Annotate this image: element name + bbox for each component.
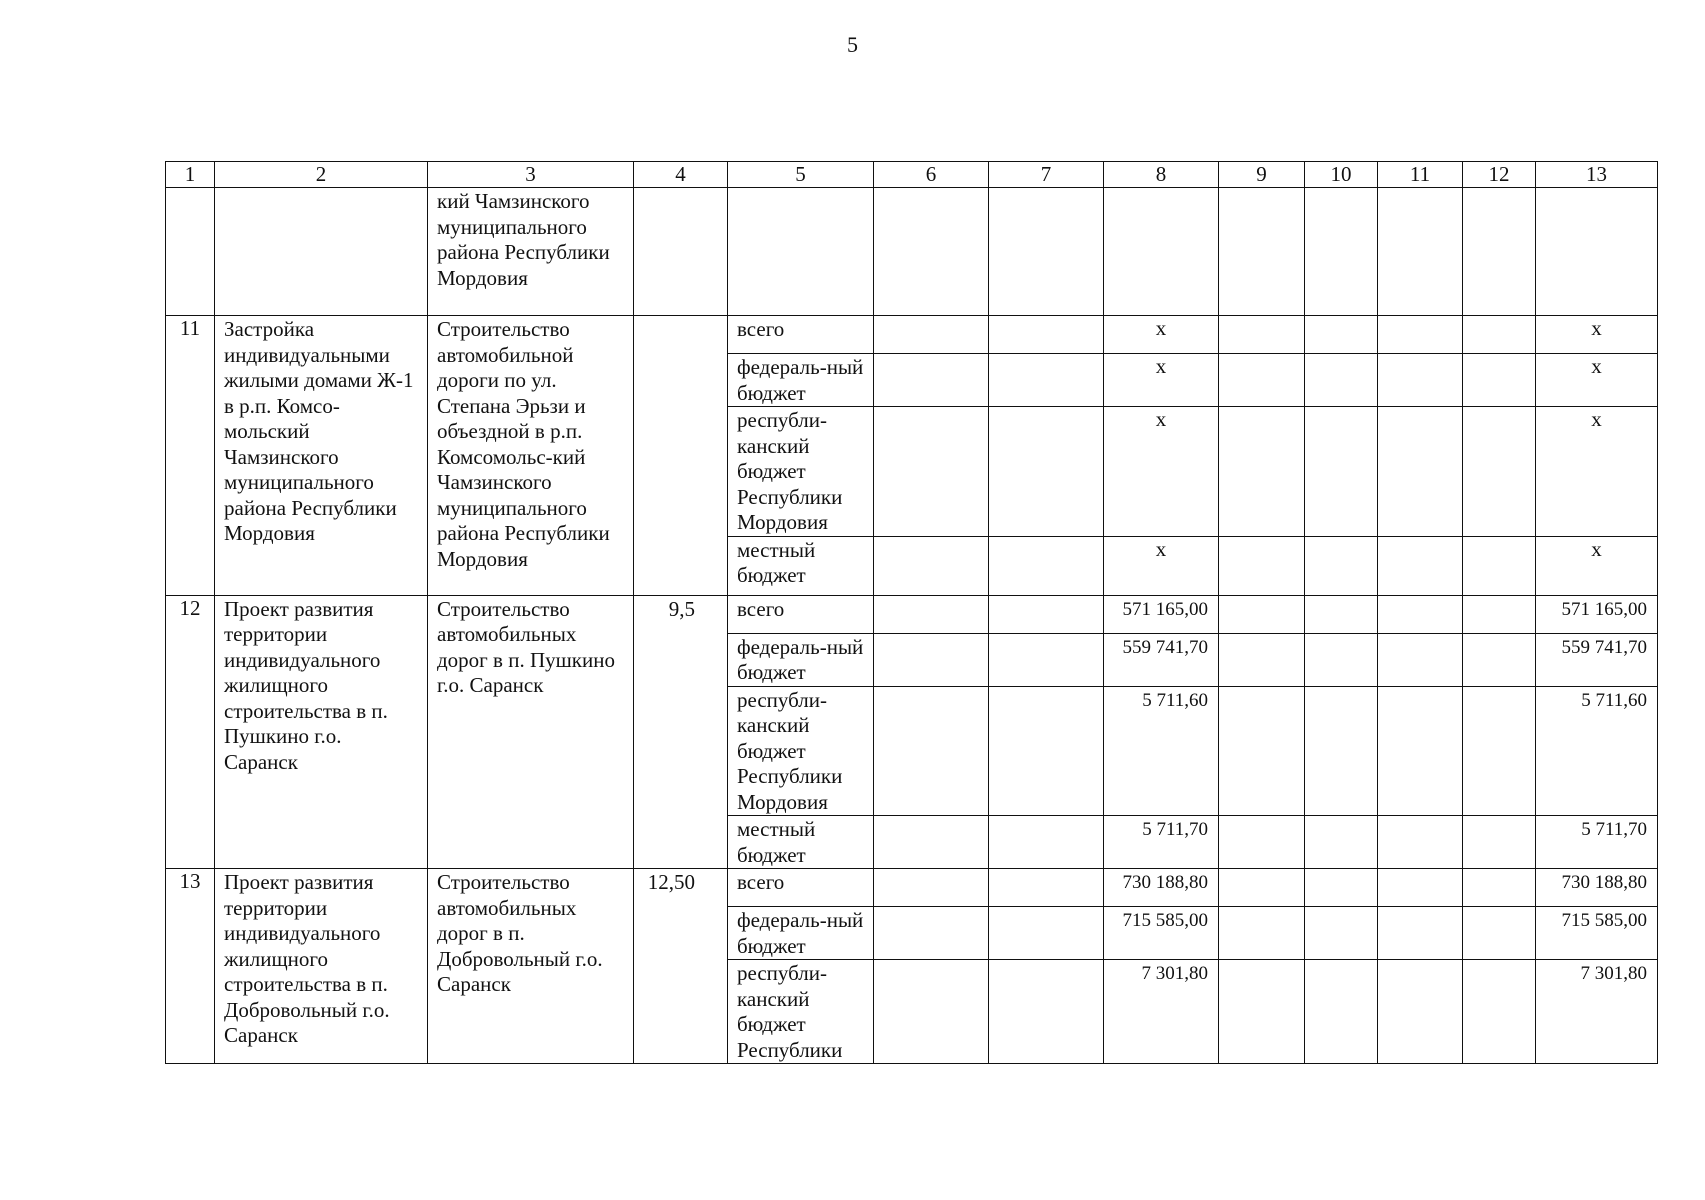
header-cell: 10 xyxy=(1305,162,1378,188)
amount-col8-cell: 715 585,00 xyxy=(1104,907,1219,960)
financing-source-cell: республи-канский бюджет Республики xyxy=(728,960,874,1064)
cell xyxy=(989,407,1104,537)
amount-col13-cell: 715 585,00 xyxy=(1536,907,1658,960)
cell xyxy=(1305,188,1378,316)
financing-source-cell: федераль-ный бюджет xyxy=(728,354,874,407)
cell xyxy=(1378,816,1463,869)
capacity-cell xyxy=(634,316,728,596)
cell xyxy=(1305,595,1378,633)
cell xyxy=(1219,354,1305,407)
cell xyxy=(1305,816,1378,869)
financing-source-cell: республи-канский бюджет Республики Мордовия xyxy=(728,686,874,816)
cell xyxy=(1378,633,1463,686)
cell xyxy=(1219,407,1305,537)
amount-col8-cell: 7 301,80 xyxy=(1104,960,1219,1064)
continuation-row xyxy=(166,188,1658,316)
header-cell: 4 xyxy=(634,162,728,188)
cell xyxy=(989,686,1104,816)
amount-col8-cell: x xyxy=(1104,407,1219,537)
object-name-cell: Проект развития территории индивидуального жилищного строительства в п. Добровольный г.о. Саранск xyxy=(215,869,428,1064)
header-cell: 7 xyxy=(989,162,1104,188)
activity-cell: Строительство автомобильных дорог в п. Пушкино г.о. Саранск xyxy=(428,595,634,869)
header-cell: 12 xyxy=(1463,162,1536,188)
cell xyxy=(989,188,1104,316)
object-name-cell: Проект развития территории индивидуального жилищного строительства в п. Пушкино г.о. Саранск xyxy=(215,595,428,869)
amount-col13-cell: 730 188,80 xyxy=(1536,869,1658,907)
activity-cell: Строительство автомобильной дороги по ул. Степана Эрьзи и объездной в р.п. Комсомольс-кий Чамзинского муниципального района Республики Мордовия xyxy=(428,316,634,596)
cell xyxy=(215,188,428,316)
activity-cell: Строительство автомобильных дорог в п. Добровольный г.о. Саранск xyxy=(428,869,634,1064)
amount-col13-cell: 571 165,00 xyxy=(1536,595,1658,633)
header-cell: 8 xyxy=(1104,162,1219,188)
cell xyxy=(1378,960,1463,1064)
amount-col13-cell: x xyxy=(1536,354,1658,407)
cell xyxy=(1219,907,1305,960)
amount-col13-cell: x xyxy=(1536,316,1658,354)
cell xyxy=(1305,869,1378,907)
cell xyxy=(1378,536,1463,595)
header-cell: 9 xyxy=(1219,162,1305,188)
cell xyxy=(989,816,1104,869)
amount-col8-cell: 571 165,00 xyxy=(1104,595,1219,633)
cell xyxy=(1378,407,1463,537)
cell xyxy=(874,407,989,537)
cell xyxy=(1378,188,1463,316)
cell xyxy=(1305,354,1378,407)
cell xyxy=(874,595,989,633)
cell xyxy=(874,536,989,595)
cell xyxy=(874,354,989,407)
header-cell: 11 xyxy=(1378,162,1463,188)
financing-source-cell: республи-канский бюджет Республики Мордовия xyxy=(728,407,874,537)
cell xyxy=(166,188,215,316)
cell xyxy=(1463,188,1536,316)
cell xyxy=(1305,907,1378,960)
cell xyxy=(989,595,1104,633)
amount-col8-cell: 5 711,60 xyxy=(1104,686,1219,816)
financing-source-cell: федераль-ный бюджет xyxy=(728,907,874,960)
header-cell: 3 xyxy=(428,162,634,188)
cell xyxy=(1219,595,1305,633)
cell xyxy=(1378,907,1463,960)
cell xyxy=(1305,633,1378,686)
cell xyxy=(1463,869,1536,907)
cell xyxy=(874,960,989,1064)
cell xyxy=(989,536,1104,595)
capacity-cell: 9,5 xyxy=(634,595,728,869)
cell xyxy=(1219,686,1305,816)
cell xyxy=(1305,536,1378,595)
cell xyxy=(1219,869,1305,907)
object-name-cell: Застройка индивидуальными жилыми домами Ж-1 в р.п. Комсо-мольский Чамзинского муниципального района Республики Мордовия xyxy=(215,316,428,596)
cell xyxy=(1305,686,1378,816)
cell xyxy=(1219,960,1305,1064)
amount-col8-cell: 730 188,80 xyxy=(1104,869,1219,907)
cell xyxy=(1305,960,1378,1064)
cell xyxy=(1219,816,1305,869)
table-row xyxy=(166,316,1658,354)
amount-col8-cell: 5 711,70 xyxy=(1104,816,1219,869)
cell xyxy=(1463,686,1536,816)
cell xyxy=(989,869,1104,907)
header-cell: 6 xyxy=(874,162,989,188)
cell xyxy=(874,316,989,354)
cell xyxy=(989,960,1104,1064)
header-cell: 13 xyxy=(1536,162,1658,188)
cell xyxy=(989,633,1104,686)
header-cell: 5 xyxy=(728,162,874,188)
header-cell: 1 xyxy=(166,162,215,188)
cell xyxy=(1219,316,1305,354)
amount-col13-cell: 559 741,70 xyxy=(1536,633,1658,686)
cell xyxy=(989,316,1104,354)
cell xyxy=(728,188,874,316)
cell xyxy=(1463,960,1536,1064)
financing-source-cell: всего xyxy=(728,316,874,354)
cell xyxy=(874,686,989,816)
financing-source-cell: всего xyxy=(728,869,874,907)
cell xyxy=(1378,316,1463,354)
cell xyxy=(1219,633,1305,686)
cell xyxy=(989,354,1104,407)
amount-col8-cell: x xyxy=(1104,316,1219,354)
amount-col13-cell: 5 711,70 xyxy=(1536,816,1658,869)
cell xyxy=(1378,354,1463,407)
amount-col8-cell: 559 741,70 xyxy=(1104,633,1219,686)
amount-col13-cell: x xyxy=(1536,407,1658,537)
cell xyxy=(1463,354,1536,407)
cell xyxy=(1536,188,1658,316)
cell xyxy=(1463,316,1536,354)
cell xyxy=(1378,686,1463,816)
cell xyxy=(1219,536,1305,595)
header-row xyxy=(166,162,1658,188)
cell xyxy=(1305,316,1378,354)
cell xyxy=(874,188,989,316)
capacity-cell: 12,50 xyxy=(634,869,728,1064)
amount-col13-cell: 7 301,80 xyxy=(1536,960,1658,1064)
amount-col8-cell: x xyxy=(1104,536,1219,595)
financing-source-cell: местный бюджет xyxy=(728,816,874,869)
cell xyxy=(1463,633,1536,686)
cell xyxy=(1463,816,1536,869)
table-row xyxy=(166,869,1658,907)
cell xyxy=(634,188,728,316)
cell xyxy=(1104,188,1219,316)
header-cell: 2 xyxy=(215,162,428,188)
financing-source-cell: местный бюджет xyxy=(728,536,874,595)
amount-col13-cell: x xyxy=(1536,536,1658,595)
cell xyxy=(874,869,989,907)
cell xyxy=(1463,536,1536,595)
row-number: 11 xyxy=(166,316,215,596)
amount-col13-cell: 5 711,60 xyxy=(1536,686,1658,816)
cell xyxy=(1463,907,1536,960)
cell xyxy=(1378,869,1463,907)
cell xyxy=(989,907,1104,960)
cell xyxy=(874,907,989,960)
cell xyxy=(1305,407,1378,537)
cell xyxy=(1463,407,1536,537)
financing-source-cell: всего xyxy=(728,595,874,633)
cell xyxy=(1463,595,1536,633)
page-number: 5 xyxy=(847,32,858,57)
amount-col8-cell: x xyxy=(1104,354,1219,407)
continuation-activity-cell: кий Чамзинского муниципального района Республики Мордовия xyxy=(428,188,634,316)
financing-source-cell: федераль-ный бюджет xyxy=(728,633,874,686)
financing-table xyxy=(165,161,1658,1064)
cell xyxy=(1378,595,1463,633)
row-number: 12 xyxy=(166,595,215,869)
cell xyxy=(1219,188,1305,316)
cell xyxy=(874,633,989,686)
row-number: 13 xyxy=(166,869,215,1064)
cell xyxy=(874,816,989,869)
table-row xyxy=(166,595,1658,633)
